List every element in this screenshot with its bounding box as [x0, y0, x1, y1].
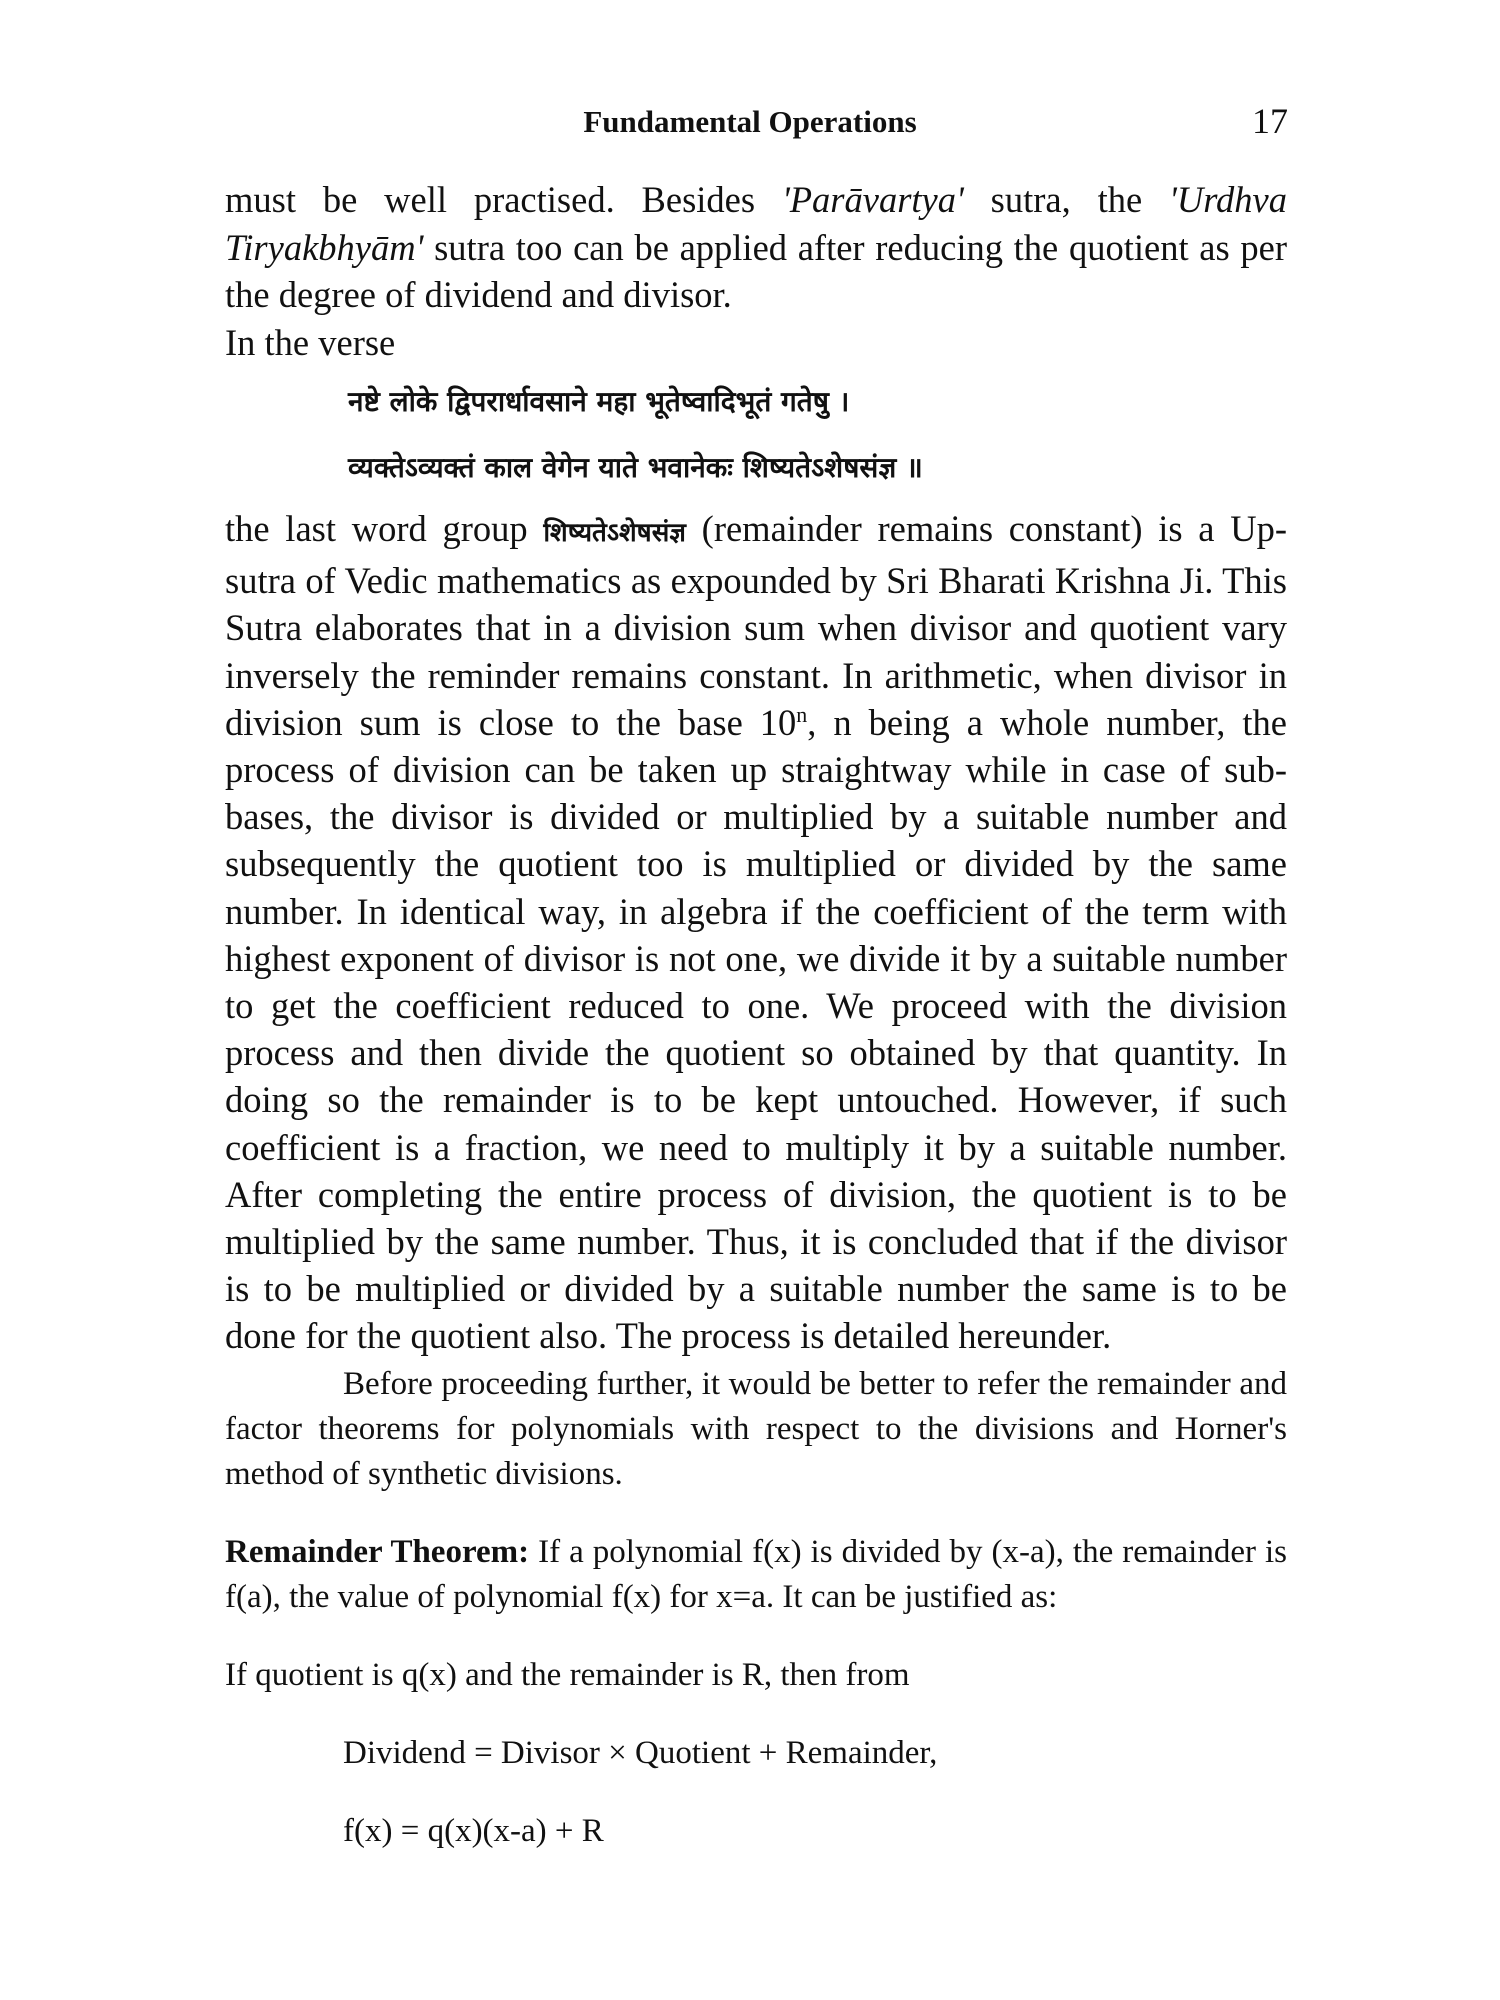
page-number: 17	[1252, 101, 1288, 141]
verse-line-2: व्यक्तेऽव्यक्तं काल वेगेन याते भवानेकः शिष्यतेऽशेषसंज्ञ ॥	[348, 451, 923, 484]
sanskrit-word-group: शिष्यतेऽशेषसंज्ञ	[543, 518, 686, 548]
exponent-n: n	[796, 701, 808, 727]
remainder-theorem-text: If a polynomial f(x) is divided by (x-a), the remainder is f(a), the value of polynomial f(x) for x=a. It can be justified as:	[225, 1533, 1287, 1615]
sutra-urdhva-tiryakbhyam: 'Urdhva Tiryakbhyām'	[225, 179, 1287, 268]
intro-text-start: must be well practised. Besides	[225, 179, 782, 220]
intro-text-mid: sutra, the	[963, 179, 1170, 220]
body-text	[225, 176, 1287, 1887]
main-paragraph-start: the last word group	[225, 508, 544, 549]
equation-dividend: Dividend = Divisor × Quotient + Remainder,	[343, 1734, 938, 1771]
sanskrit-verse	[225, 369, 1287, 501]
if-quotient-line: If quotient is q(x) and the remainder is R, then from	[225, 1656, 910, 1693]
remainder-theorem-label: Remainder Theorem:	[225, 1533, 530, 1570]
verse-intro: In the verse	[225, 321, 396, 363]
verse-line-1: नष्टे लोके द्विपरार्धावसाने महा भूतेष्वादिभूतं गतेषु ।	[348, 385, 850, 418]
sutra-paravartya: 'Parāvartya'	[781, 179, 964, 220]
intro-text-end: sutra too can be applied after reducing the quotient as per the degree of dividend and divisor.	[225, 226, 1287, 315]
main-paragraph-body: (remainder remains constant) is a Up-sutra of Vedic mathematics as expounded by Sri Bharati Krishna Ji. This Sutra elaborates that in a division sum when divisor and quotient vary inversely the reminder remains constant. In arithmetic, when divisor in division sum is close to the base 10	[225, 508, 1287, 743]
remainder-theorem-paragraph	[225, 1530, 1287, 1620]
before-proceeding-paragraph: Before proceeding further, it would be better to refer the remainder and factor theorems for polynomials with respect to the divisions and Horner's method of synthetic divisions.	[225, 1365, 1287, 1492]
equation-fx: f(x) = q(x)(x-a) + R	[343, 1812, 604, 1849]
running-header-title: Fundamental Operations	[583, 104, 917, 139]
main-paragraph-end: , n being a whole number, the process of division can be taken up straightway while in case of sub-bases, the divisor is divided or multiplied by a suitable number and subsequently the quotient too is multiplied or divided by the same number. In identical way, in algebra if the coefficient of the term with highest exponent of divisor is not one, we divide it by a suitable number to get the coefficient reduced to one. We proceed with the division process and then divide the quotient so obtained by that quantity. In doing so the remainder is to be kept untouched. However, if such coefficient is a fraction, we need to multiply it by a suitable number. After completing the entire process of division, the quotient is to be multiplied by the same number. Thus, it is concluded that if the divisor is to be multiplied or divided by a suitable number the same is to be done for the quotient also. The process is detailed hereunder.	[225, 701, 1287, 1357]
intro-paragraph	[225, 176, 1287, 319]
main-paragraph	[225, 505, 1287, 1360]
